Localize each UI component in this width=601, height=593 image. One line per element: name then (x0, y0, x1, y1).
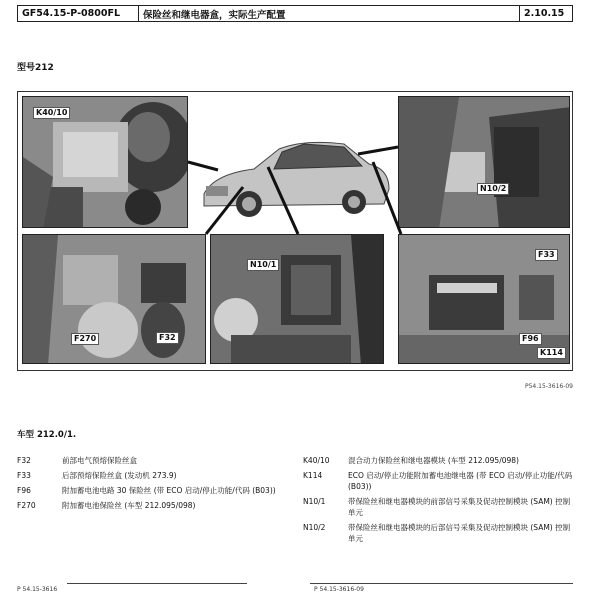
label-n10-2: N10/2 (477, 183, 509, 195)
legend-desc: 混合动力保险丝和继电器模块 (车型 212.095/098) (348, 456, 519, 465)
legend-left (17, 455, 295, 515)
panel-trunk-rear-sam (398, 96, 570, 228)
label-f32: F32 (156, 332, 179, 344)
figure-reference: P54.15-3616-09 (524, 383, 573, 390)
footer-left-text: P 54.15-3616 (17, 586, 58, 593)
legend-code: F270 (17, 501, 36, 510)
prefuse-photo (23, 235, 206, 364)
legend-desc: 附加蓄电池电路 30 保险丝 (带 ECO 启动/停止功能/代码 (B03)) (62, 486, 276, 495)
legend-title: 车型 212.0/1. (17, 430, 77, 440)
legend-desc: 后部预熔保险丝盒 (发动机 273.9) (62, 471, 177, 480)
legend-desc: 前部电气预熔保险丝盒 (62, 456, 137, 465)
legend-right (303, 455, 573, 548)
footer-divider-left (67, 583, 247, 584)
front-sam-photo (211, 235, 384, 364)
panel-engine-bay-prefuses (22, 234, 206, 364)
legend-code: F32 (17, 456, 31, 465)
legend-item (17, 485, 295, 496)
legend-code: K114 (303, 471, 323, 480)
label-f270: F270 (71, 333, 99, 345)
legend-code: N10/1 (303, 497, 326, 506)
label-n10-1: N10/1 (247, 259, 279, 271)
document-id: GF54.15-P-0800FL (18, 6, 139, 21)
document-header (17, 5, 573, 22)
panel-trunk-battery (398, 234, 570, 364)
model-label: 型号212 (17, 63, 54, 73)
legend-item (17, 500, 295, 511)
label-k114: K114 (537, 347, 566, 359)
legend-item (303, 522, 573, 544)
legend-desc: 附加蓄电池保险丝 (车型 212.095/098) (62, 501, 196, 510)
legend-desc: ECO 启动/停止功能附加蓄电池继电器 (带 ECO 启动/停止功能/代码 (B03)) (348, 471, 573, 491)
panel-front-sam (210, 234, 384, 364)
trunk-photo (399, 97, 570, 228)
fuse-box-figure (17, 91, 573, 371)
legend-item (303, 455, 573, 466)
legend-code: K40/10 (303, 456, 330, 465)
legend-desc: 带保险丝和继电器模块的前部信号采集及促动控制模块 (SAM) 控制单元 (348, 497, 571, 517)
document-title: 保险丝和继电器盒，实际生产配置 (139, 6, 520, 21)
footer-divider-right (310, 583, 573, 584)
panel-engine-bay-hybrid (22, 96, 188, 228)
document-version: 2.10.15 (524, 8, 565, 19)
legend-code: N10/2 (303, 523, 326, 532)
footer-right-text: P 54.15-3616-09 (314, 586, 364, 593)
legend-item (303, 470, 573, 492)
legend-item (303, 496, 573, 518)
label-f33: F33 (535, 249, 558, 261)
legend-code: F33 (17, 471, 31, 480)
legend-code: F96 (17, 486, 31, 495)
car-illustration (194, 114, 394, 224)
label-f96: F96 (519, 333, 542, 345)
legend-item (17, 470, 295, 481)
legend-desc: 带保险丝和继电器模块的后部信号采集及促动控制模块 (SAM) 控制单元 (348, 523, 571, 543)
label-k40-10: K40/10 (33, 107, 70, 119)
legend-item (17, 455, 295, 466)
